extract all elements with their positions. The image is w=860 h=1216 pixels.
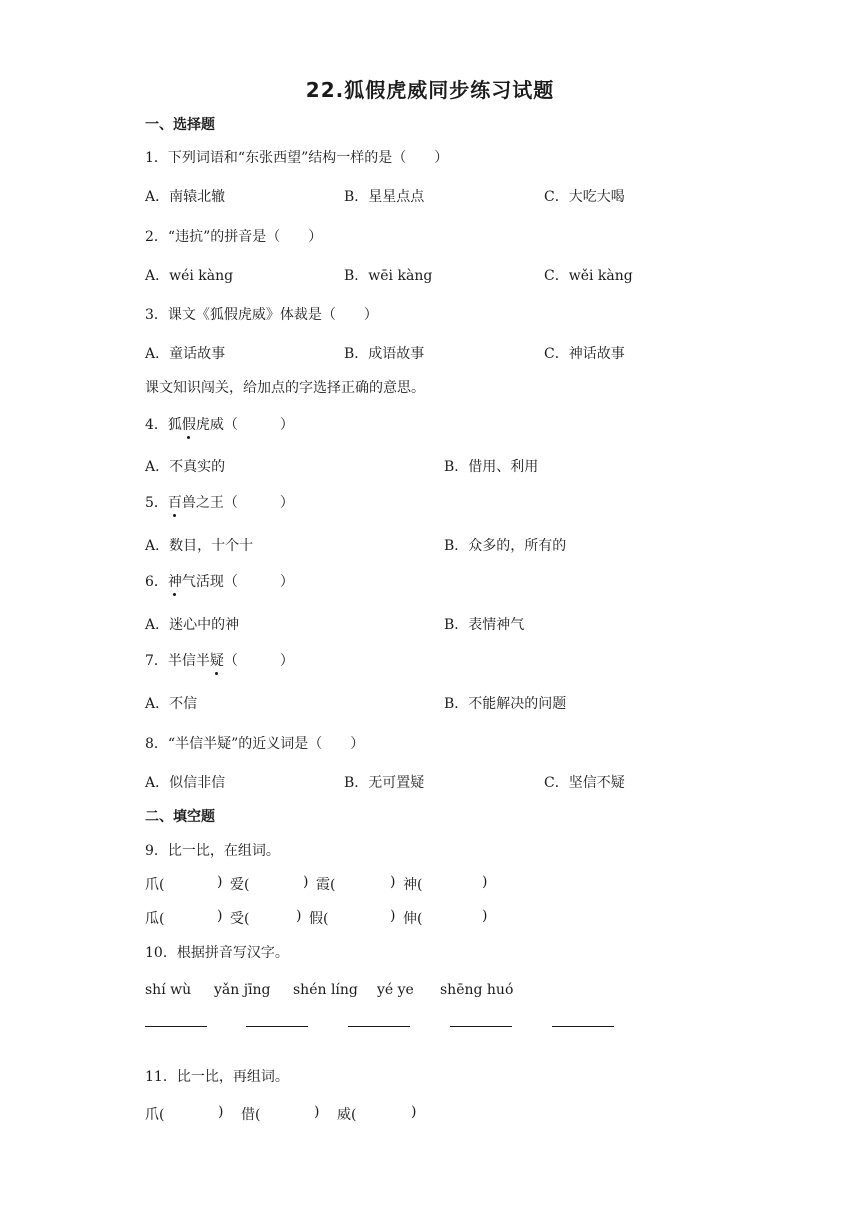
question-8-stem: 8．“半信半疑”的近义词是（ ）: [145, 736, 365, 752]
char-paren-open: 爱(: [230, 877, 250, 893]
paren-close: ): [296, 908, 302, 924]
option-c: C．神话故事: [544, 346, 625, 362]
question-2-stem: 2．“违抗”的拼音是（ ）: [145, 229, 323, 245]
char-paren-open: 假(: [309, 911, 329, 927]
pinyin-item: shēng huó: [440, 982, 514, 998]
stem-prefix: 7．半信半: [145, 653, 210, 669]
option-a: A．童话故事: [145, 346, 226, 362]
paren-close: ): [314, 1104, 320, 1120]
option-b: B．表情神气: [444, 617, 525, 633]
page-title: 22.狐假虎威同步练习试题: [305, 78, 555, 102]
char-paren-open: 瓜(: [145, 911, 165, 927]
answer-blanks-row: [0, 1026, 860, 1046]
option-a: A．不真实的: [145, 459, 226, 475]
question-7-stem: [145, 650, 294, 670]
question-10-stem: 10．根据拼音写汉字。: [145, 945, 289, 961]
paren-close: ): [390, 908, 396, 924]
section-heading-choice: 一、选择题: [145, 117, 215, 133]
section-heading-fill: 二、填空题: [145, 809, 215, 825]
option-b: B．众多的，所有的: [444, 538, 567, 554]
char-paren-open: 爪(: [145, 877, 165, 893]
question-1-stem: 1．下列词语和“东张西望”结构一样的是（ ）: [145, 150, 449, 166]
paren-close: ): [303, 874, 309, 890]
char-paren-open: 威(: [337, 1107, 357, 1123]
option-a: A．wéi kàng: [145, 268, 234, 284]
option-c: C．wěi kàng: [544, 268, 633, 284]
dotted-character: 百: [168, 492, 182, 512]
stem-suffix: 虎威（ ）: [195, 417, 294, 433]
pinyin-item: yǎn jīng: [214, 982, 271, 998]
paren-close: ): [217, 908, 223, 924]
stem-suffix: 兽之王（ ）: [181, 495, 294, 511]
stem-prefix: 6．: [145, 574, 168, 590]
option-b: B．借用、利用: [444, 459, 539, 475]
char-paren-open: 爪(: [145, 1107, 165, 1123]
char-paren-open: 霞(: [316, 877, 336, 893]
option-b: B．不能解决的问题: [444, 696, 567, 712]
option-a: A．似信非信: [145, 775, 226, 791]
answer-blank[interactable]: [450, 1026, 512, 1027]
question-3-stem: 3．课文《狐假虎威》体裁是（ ）: [145, 307, 378, 323]
option-b: B．成语故事: [344, 346, 425, 362]
answer-blank[interactable]: [246, 1026, 308, 1027]
option-c: C．坚信不疑: [544, 775, 625, 791]
paren-close: ): [482, 908, 488, 924]
dotted-character: 假: [182, 414, 196, 434]
answer-blank[interactable]: [552, 1026, 614, 1027]
stem-suffix: 气活现（ ）: [181, 574, 294, 590]
char-paren-open: 神(: [403, 877, 423, 893]
question-6-stem: [145, 571, 294, 591]
char-paren-open: 伸(: [403, 911, 423, 927]
option-a: A．数目，十个十: [145, 538, 254, 554]
option-a: A．南辕北辙: [145, 189, 226, 205]
question-11-stem: 11．比一比，再组词。: [145, 1069, 289, 1085]
answer-blank[interactable]: [348, 1026, 410, 1027]
stem-suffix: （ ）: [223, 653, 294, 669]
dotted-character: 疑: [210, 650, 224, 670]
option-a: A．不信: [145, 696, 198, 712]
pinyin-item: shén líng: [293, 982, 358, 998]
char-paren-open: 受(: [230, 911, 250, 927]
option-c: C．大吃大喝: [544, 189, 625, 205]
paren-close: ): [411, 1104, 417, 1120]
question-5-stem: [145, 492, 294, 512]
option-b: B．星星点点: [344, 189, 425, 205]
dotted-character: 神: [168, 571, 182, 591]
stem-prefix: 5．: [145, 495, 168, 511]
paren-close: ): [482, 874, 488, 890]
paren-close: ): [390, 874, 396, 890]
option-b: B．wēi kàng: [344, 268, 433, 284]
question-4-stem: [145, 414, 294, 434]
option-b: B．无可置疑: [344, 775, 425, 791]
answer-blank[interactable]: [145, 1026, 207, 1027]
pinyin-item: shí wù: [145, 982, 192, 998]
option-a: A．迷心中的神: [145, 617, 240, 633]
instruction-text: 课文知识闯关，给加点的字选择正确的意思。: [145, 380, 425, 396]
paren-close: ): [218, 1104, 224, 1120]
char-paren-open: 借(: [241, 1107, 261, 1123]
pinyin-item: yé ye: [377, 982, 414, 998]
paren-close: ): [217, 874, 223, 890]
question-9-stem: 9．比一比，在组词。: [145, 843, 280, 859]
stem-prefix: 4．狐: [145, 417, 182, 433]
